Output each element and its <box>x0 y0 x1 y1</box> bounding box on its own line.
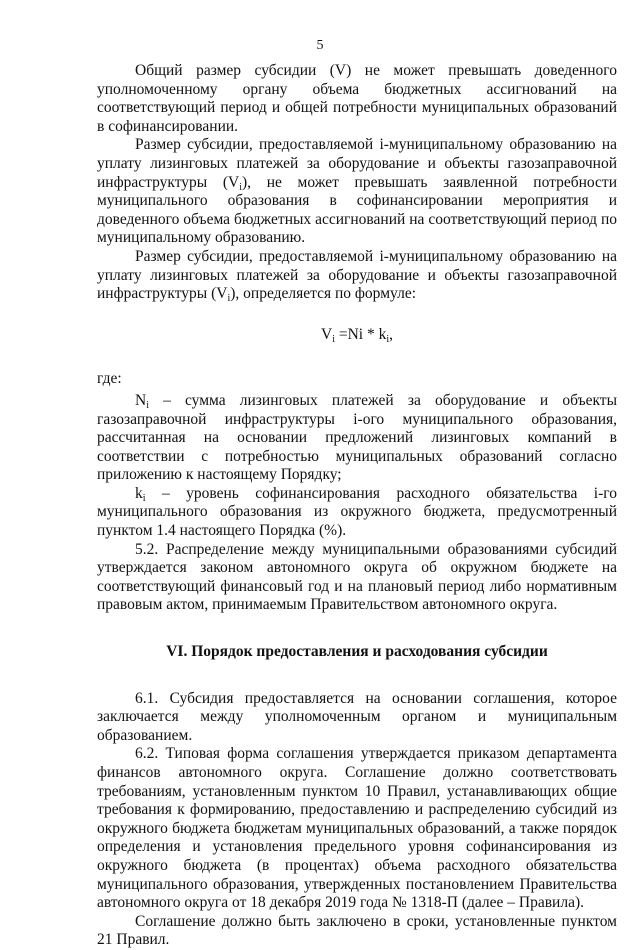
paragraph-text: ), определяется по формуле: <box>230 285 416 303</box>
formula-rest: =Ni * k <box>334 325 387 343</box>
paragraph-total-subsidy: Общий размер субсидии (V) не может превышать доведенного уполномоченному органу объема бюджетных ассигнований на соответствующий период и общей потребности муниципальных образований в софинансировании. <box>97 62 617 135</box>
paragraph-subsidy-size-limit <box>97 136 617 248</box>
page-number: 5 <box>316 38 324 53</box>
definition-text: – уровень софинансирования расходного обязательства i-го муниципального образования из окружного бюджета, предусмотренный пунктом 1.4 настоящего Порядка (%). <box>97 484 617 540</box>
formula <box>97 326 617 345</box>
formula-v-sub: i <box>332 333 335 345</box>
paragraph-6-2: 6.2. Типовая форма соглашения утверждается приказом департамента финансов автономного округа. Соглашение должно соответствовать требованиям, установленным пунктом 10 Правил, устанавливающих общие требования к формированию, предоставлению и распределению субсидий из окружного бюджета бюджетам муниципальных образований, а также порядок определения и установления предельного уровня софинансирования из окружного бюджета (в процентах) объема расходного обязательства муниципального образования, утвержденных постановлением Правительства автономного округа от 18 декабря 2019 года № 1318-П (далее – Правила). <box>97 745 617 912</box>
formula-tail: , <box>389 325 393 343</box>
definition-n <box>97 392 617 485</box>
paragraph-agreement-deadline: Соглашение должно быть заключено в сроки, установленные пунктом 21 Правил. <box>97 912 617 949</box>
where-label: где: <box>97 370 122 388</box>
paragraph-text: ), не может превышать заявленной потребности муниципального образования в софинансировании мероприятия и доведенного объема бюджетных ассигнований на соответствующий период по муниципальному образованию. <box>97 173 617 247</box>
subscript: i <box>142 492 146 504</box>
paragraph-subsidy-formula-intro <box>97 248 617 304</box>
subscript: i <box>227 293 231 305</box>
formula-k-sub: i <box>386 333 390 345</box>
definition-symbol: k <box>135 484 143 502</box>
paragraph-text: Размер субсидии, предоставляемой i-муниципальному образованию на уплату лизинговых платежей за оборудование и объекты газозаправочной инфраструктуры (V <box>97 247 617 303</box>
subscript: i <box>146 399 149 411</box>
definition-text: – сумма лизинговых платежей за оборудование и объекты газозаправочной инфраструктуры i-ого муниципального образования, рассчитанная на основании предложений лизинговых компаний в соответствии с потребностью муниципальных образований согласно приложению к настоящему Порядку; <box>97 391 617 484</box>
subscript: i <box>239 181 243 193</box>
document-body <box>97 62 617 950</box>
definition-k <box>97 485 617 541</box>
paragraph-text: Размер субсидии, предоставляемой i-муниципальному образованию на уплату лизинговых платежей за оборудование и объекты газозаправочной инфраструктуры (V <box>97 136 617 191</box>
definition-symbol: N <box>135 391 147 409</box>
formula-v: V <box>320 325 333 343</box>
section-heading: VI. Порядок предоставления и расходования субсидии <box>166 643 548 661</box>
paragraph-6-1: 6.1. Субсидия предоставляется на основании соглашения, которое заключается между уполномоченным органом и муниципальным образованием. <box>97 689 617 744</box>
paragraph-5-2: 5.2. Распределение между муниципальными образованиями субсидий утверждается законом автономного округа об окружном бюджете на соответствующий финансовый год и на плановый период либо нормативным правовым актом, принимаемым Правительством автономного округа. <box>97 540 617 614</box>
